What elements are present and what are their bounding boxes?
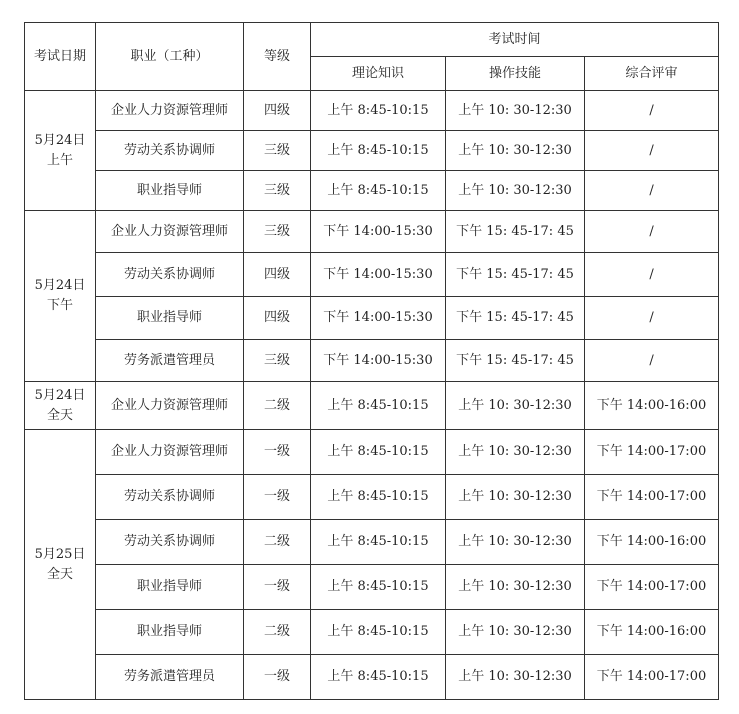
- occupation-cell: 劳动关系协调师: [96, 475, 244, 520]
- skill-time-cell: 下午 15: 45-17: 45: [446, 211, 585, 253]
- header-skill: 操作技能: [446, 57, 585, 91]
- theory-time-cell: 下午 14:00-15:30: [311, 297, 446, 340]
- review-time-cell: /: [585, 211, 719, 253]
- table-row: [25, 610, 719, 655]
- occupation-cell: 劳动关系协调师: [96, 253, 244, 297]
- occupation-cell: 劳动关系协调师: [96, 520, 244, 565]
- occupation-cell: 企业人力资源管理师: [96, 430, 244, 475]
- theory-time-cell: 上午 8:45-10:15: [311, 565, 446, 610]
- review-time-cell: /: [585, 340, 719, 382]
- level-cell: 三级: [244, 171, 311, 211]
- table-row: [25, 171, 719, 211]
- theory-time-cell: 上午 8:45-10:15: [311, 655, 446, 700]
- table-row: [25, 655, 719, 700]
- level-cell: 二级: [244, 382, 311, 430]
- theory-time-cell: 上午 8:45-10:15: [311, 131, 446, 171]
- occupation-cell: 职业指导师: [96, 565, 244, 610]
- level-cell: 四级: [244, 91, 311, 131]
- review-time-cell: /: [585, 131, 719, 171]
- skill-time-cell: 上午 10: 30-12:30: [446, 610, 585, 655]
- skill-time-cell: 上午 10: 30-12:30: [446, 382, 585, 430]
- skill-time-cell: 上午 10: 30-12:30: [446, 475, 585, 520]
- occupation-cell: 劳务派遣管理员: [96, 340, 244, 382]
- table-row: [25, 382, 719, 430]
- table-row: [25, 475, 719, 520]
- level-cell: 三级: [244, 340, 311, 382]
- table-row: [25, 131, 719, 171]
- theory-time-cell: 下午 14:00-15:30: [311, 211, 446, 253]
- occupation-cell: 劳动关系协调师: [96, 131, 244, 171]
- occupation-cell: 劳务派遣管理员: [96, 655, 244, 700]
- header-date: 考试日期: [25, 23, 96, 91]
- table-row: [25, 520, 719, 565]
- header-review: 综合评审: [585, 57, 719, 91]
- level-cell: 一级: [244, 565, 311, 610]
- review-time-cell: /: [585, 171, 719, 211]
- exam-date-cell: 5月24日 下午: [25, 211, 96, 382]
- level-cell: 四级: [244, 297, 311, 340]
- level-cell: 二级: [244, 520, 311, 565]
- occupation-cell: 职业指导师: [96, 610, 244, 655]
- occupation-cell: 职业指导师: [96, 297, 244, 340]
- exam-schedule-table: [24, 22, 719, 700]
- review-time-cell: /: [585, 297, 719, 340]
- level-cell: 一级: [244, 475, 311, 520]
- table-row: [25, 253, 719, 297]
- header-exam-time: 考试时间: [311, 23, 719, 57]
- theory-time-cell: 上午 8:45-10:15: [311, 520, 446, 565]
- review-time-cell: 下午 14:00-17:00: [585, 475, 719, 520]
- review-time-cell: 下午 14:00-16:00: [585, 520, 719, 565]
- level-cell: 二级: [244, 610, 311, 655]
- theory-time-cell: 上午 8:45-10:15: [311, 91, 446, 131]
- theory-time-cell: 上午 8:45-10:15: [311, 610, 446, 655]
- schedule-body: [25, 23, 719, 700]
- header-row-1: [25, 23, 719, 57]
- review-time-cell: 下午 14:00-16:00: [585, 610, 719, 655]
- level-cell: 三级: [244, 131, 311, 171]
- table-row: [25, 340, 719, 382]
- exam-date-cell: 5月25日 全天: [25, 430, 96, 700]
- level-cell: 一级: [244, 430, 311, 475]
- occupation-cell: 企业人力资源管理师: [96, 382, 244, 430]
- theory-time-cell: 上午 8:45-10:15: [311, 382, 446, 430]
- level-cell: 四级: [244, 253, 311, 297]
- table-row: [25, 565, 719, 610]
- occupation-cell: 企业人力资源管理师: [96, 91, 244, 131]
- skill-time-cell: 上午 10: 30-12:30: [446, 655, 585, 700]
- table-row: [25, 297, 719, 340]
- table-row: [25, 211, 719, 253]
- exam-date-cell: 5月24日 全天: [25, 382, 96, 430]
- theory-time-cell: 上午 8:45-10:15: [311, 475, 446, 520]
- skill-time-cell: 上午 10: 30-12:30: [446, 91, 585, 131]
- theory-time-cell: 上午 8:45-10:15: [311, 171, 446, 211]
- theory-time-cell: 上午 8:45-10:15: [311, 430, 446, 475]
- theory-time-cell: 下午 14:00-15:30: [311, 340, 446, 382]
- exam-date-cell: 5月24日 上午: [25, 91, 96, 211]
- occupation-cell: 职业指导师: [96, 171, 244, 211]
- review-time-cell: 下午 14:00-17:00: [585, 655, 719, 700]
- review-time-cell: 下午 14:00-17:00: [585, 565, 719, 610]
- skill-time-cell: 下午 15: 45-17: 45: [446, 253, 585, 297]
- header-occupation: 职业（工种）: [96, 23, 244, 91]
- header-theory: 理论知识: [311, 57, 446, 91]
- skill-time-cell: 上午 10: 30-12:30: [446, 131, 585, 171]
- skill-time-cell: 上午 10: 30-12:30: [446, 520, 585, 565]
- skill-time-cell: 上午 10: 30-12:30: [446, 565, 585, 610]
- review-time-cell: 下午 14:00-17:00: [585, 430, 719, 475]
- level-cell: 三级: [244, 211, 311, 253]
- skill-time-cell: 上午 10: 30-12:30: [446, 171, 585, 211]
- skill-time-cell: 上午 10: 30-12:30: [446, 430, 585, 475]
- level-cell: 一级: [244, 655, 311, 700]
- skill-time-cell: 下午 15: 45-17: 45: [446, 340, 585, 382]
- review-time-cell: /: [585, 253, 719, 297]
- review-time-cell: 下午 14:00-16:00: [585, 382, 719, 430]
- table-row: [25, 91, 719, 131]
- header-level: 等级: [244, 23, 311, 91]
- theory-time-cell: 下午 14:00-15:30: [311, 253, 446, 297]
- skill-time-cell: 下午 15: 45-17: 45: [446, 297, 585, 340]
- review-time-cell: /: [585, 91, 719, 131]
- occupation-cell: 企业人力资源管理师: [96, 211, 244, 253]
- table-row: [25, 430, 719, 475]
